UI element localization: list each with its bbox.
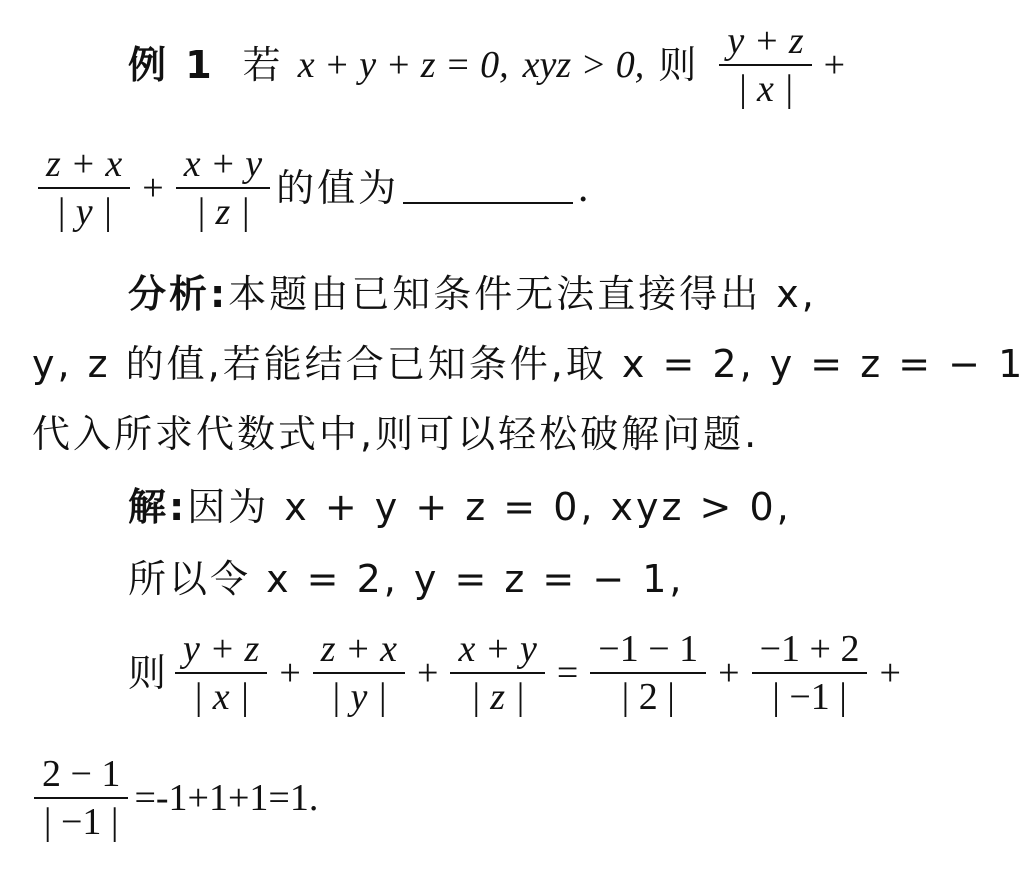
equals-sign: = bbox=[556, 652, 579, 694]
fraction-denominator: | −1 | bbox=[43, 801, 119, 843]
fraction-zx-over-y bbox=[313, 630, 405, 716]
fraction-numerator: z + x bbox=[38, 145, 130, 189]
fraction-denominator: | x | bbox=[737, 68, 794, 110]
answer-blank bbox=[403, 172, 573, 204]
fraction-denominator: | y | bbox=[55, 191, 113, 233]
fraction-yz-over-x bbox=[719, 22, 811, 108]
example-line-2 bbox=[32, 145, 589, 231]
example-line-1 bbox=[128, 22, 851, 108]
example-label: 例 1 bbox=[128, 43, 215, 87]
fraction-numerator: −1 − 1 bbox=[590, 630, 706, 674]
solution-final bbox=[28, 755, 318, 841]
condition-product: xyz > 0, bbox=[522, 44, 645, 86]
fraction-result-3 bbox=[34, 755, 128, 841]
analysis-line-1 bbox=[128, 272, 817, 316]
final-result: =-1+1+1=1. bbox=[134, 777, 319, 819]
solution-text-1: 因为 x + y + z = 0, xyz > 0, bbox=[187, 485, 792, 529]
analysis-text-2: y, z 的值,若能结合已知条件,取 x = 2, y = z = − 1 bbox=[32, 342, 1025, 386]
fraction-numerator: y + z bbox=[175, 630, 267, 674]
solution-label: 解: bbox=[128, 485, 188, 529]
solution-equation bbox=[128, 630, 907, 716]
solution-text-2: 所以令 x = 2, y = z = − 1, bbox=[128, 557, 685, 601]
plus-sign: + bbox=[823, 44, 846, 86]
analysis-label: 分析: bbox=[128, 272, 229, 316]
plus-sign: + bbox=[417, 652, 439, 694]
fraction-denominator: | −1 | bbox=[772, 676, 847, 718]
period: . bbox=[577, 166, 590, 210]
fraction-numerator: 2 − 1 bbox=[34, 755, 128, 799]
fraction-numerator: y + z bbox=[719, 22, 811, 66]
solution-line-2 bbox=[128, 557, 685, 601]
fraction-yz-over-x bbox=[175, 630, 267, 716]
value-text: 的值为 bbox=[276, 166, 400, 210]
plus-sign: + bbox=[279, 652, 301, 694]
fraction-numerator: x + y bbox=[176, 145, 270, 189]
then-word: 则 bbox=[658, 43, 700, 87]
fraction-denominator: | z | bbox=[195, 191, 251, 233]
if-word: 若 bbox=[242, 43, 284, 87]
then-word: 则 bbox=[128, 651, 170, 695]
solution-line-1 bbox=[128, 485, 792, 529]
fraction-denominator: | y | bbox=[330, 676, 388, 718]
fraction-denominator: | x | bbox=[192, 676, 250, 718]
analysis-line-3 bbox=[32, 412, 760, 456]
analysis-text-3: 代入所求代数式中,则可以轻松破解问题. bbox=[32, 412, 760, 456]
fraction-numerator: z + x bbox=[313, 630, 405, 674]
fraction-result-1 bbox=[590, 630, 706, 716]
plus-sign: + bbox=[718, 652, 740, 694]
fraction-denominator: | z | bbox=[470, 676, 526, 718]
fraction-result-2 bbox=[752, 630, 868, 716]
plus-sign: + bbox=[879, 652, 901, 694]
analysis-text-1: 本题由已知条件无法直接得出 x, bbox=[228, 272, 817, 316]
fraction-zx-over-y bbox=[38, 145, 130, 231]
fraction-xy-over-z bbox=[176, 145, 270, 231]
fraction-numerator: x + y bbox=[450, 630, 544, 674]
fraction-numerator: −1 + 2 bbox=[752, 630, 868, 674]
fraction-xy-over-z bbox=[450, 630, 544, 716]
condition-sum: x + y + z = 0, bbox=[297, 44, 509, 86]
fraction-denominator: | 2 | bbox=[621, 676, 675, 718]
analysis-line-2 bbox=[32, 342, 1025, 386]
plus-sign: + bbox=[142, 167, 164, 209]
